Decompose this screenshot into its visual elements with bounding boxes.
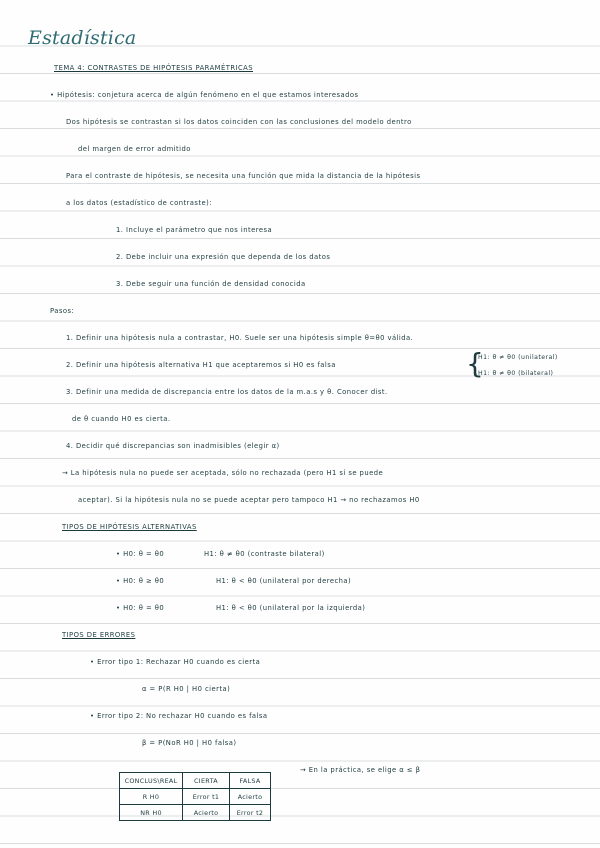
table-cell: CIERTA	[183, 773, 230, 789]
alt-h1: H1: θ < θ0 (unilateral por la izquierda)	[216, 604, 366, 612]
steps-label: Pasos:	[50, 307, 75, 315]
step-item: 2. Definir una hipótesis alternativa H1 que aceptaremos si H0 es falsa	[66, 361, 336, 369]
definition-line: a los datos (estadístico de contraste):	[66, 199, 213, 207]
statistic-requirement: 2. Debe incluir una expresión que dependa de los datos	[116, 253, 331, 261]
step-item: 4. Decidir qué discrepancias son inadmisibles (elegir α)	[66, 442, 280, 450]
step-item: 3. Definir una medida de discrepancia entre los datos de la m.a.s y θ. Conocer dist.	[66, 388, 388, 396]
step-item: 1. Definir una hipótesis nula a contrastar, H0. Suele ser una hipótesis simple θ=θ0 válida.	[66, 334, 414, 342]
brace-symbol: {	[466, 347, 484, 380]
table-cell: NR H0	[120, 805, 183, 821]
alt-option: H1: θ ≠ θ0 (unilateral)	[478, 354, 558, 361]
table-row	[120, 789, 271, 805]
hypothesis-definition: • Hipótesis: conjetura acerca de algún fenómeno en el que estamos interesados	[50, 91, 359, 99]
step-note: aceptar). Si la hipótesis nula no se puede aceptar pero tampoco H1 → no rechazamos H0	[78, 496, 420, 504]
table-cell: Acierto	[230, 789, 271, 805]
error-type-1: • Error tipo 1: Rechazar H0 cuando es cierta	[90, 658, 261, 666]
table-cell: R H0	[120, 789, 183, 805]
alt-h1: H1: θ < θ0 (unilateral por derecha)	[216, 577, 352, 585]
alt-h1: H1: θ ≠ θ0 (contraste bilateral)	[204, 550, 325, 558]
alt-h0: • H0: θ = θ0	[116, 604, 165, 612]
definition-line: Para el contraste de hipótesis, se necesita una función que mida la distancia de la hipótesis	[66, 172, 421, 180]
alt-option: H1: θ ≠ θ0 (bilateral)	[478, 370, 554, 377]
beta-formula: β = P(NoR H0 | H0 falsa)	[142, 739, 237, 747]
table-cell: CONCLUS\REAL	[120, 773, 183, 789]
error-type-2: • Error tipo 2: No rechazar H0 cuando es falsa	[90, 712, 268, 720]
definition-line: Dos hipótesis se contrastan si los datos coinciden con las conclusiones del modelo dentro	[66, 118, 412, 126]
alt-hypotheses-heading: TIPOS DE HIPÓTESIS ALTERNATIVAS	[62, 523, 197, 531]
error-table	[119, 772, 271, 821]
topic-heading: TEMA 4: CONTRASTES DE HIPÓTESIS PARAMÉTRICAS	[54, 64, 254, 72]
table-row	[120, 773, 271, 789]
page-title: Estadística	[28, 27, 137, 49]
table-cell: FALSA	[230, 773, 271, 789]
step-note: → La hipótesis nula no puede ser aceptada, sólo no rechazada (pero H1 sí se puede	[62, 469, 384, 477]
table-cell: Acierto	[183, 805, 230, 821]
statistic-requirement: 3. Debe seguir una función de densidad conocida	[116, 280, 306, 288]
alpha-formula: α = P(R H0 | H0 cierta)	[142, 685, 231, 693]
table-row	[120, 805, 271, 821]
statistic-requirement: 1. Incluye el parámetro que nos interesa	[116, 226, 273, 234]
alt-h0: • H0: θ = θ0	[116, 550, 165, 558]
alt-h0: • H0: θ ≥ θ0	[116, 577, 165, 585]
table-cell: Error t2	[230, 805, 271, 821]
table-cell: Error t1	[183, 789, 230, 805]
definition-line: del margen de error admitido	[78, 145, 191, 153]
practice-note: → En la práctica, se elige α ≤ β	[300, 766, 421, 774]
errors-heading: TIPOS DE ERRORES	[62, 631, 136, 639]
step-item: de θ cuando H0 es cierta.	[72, 415, 171, 423]
